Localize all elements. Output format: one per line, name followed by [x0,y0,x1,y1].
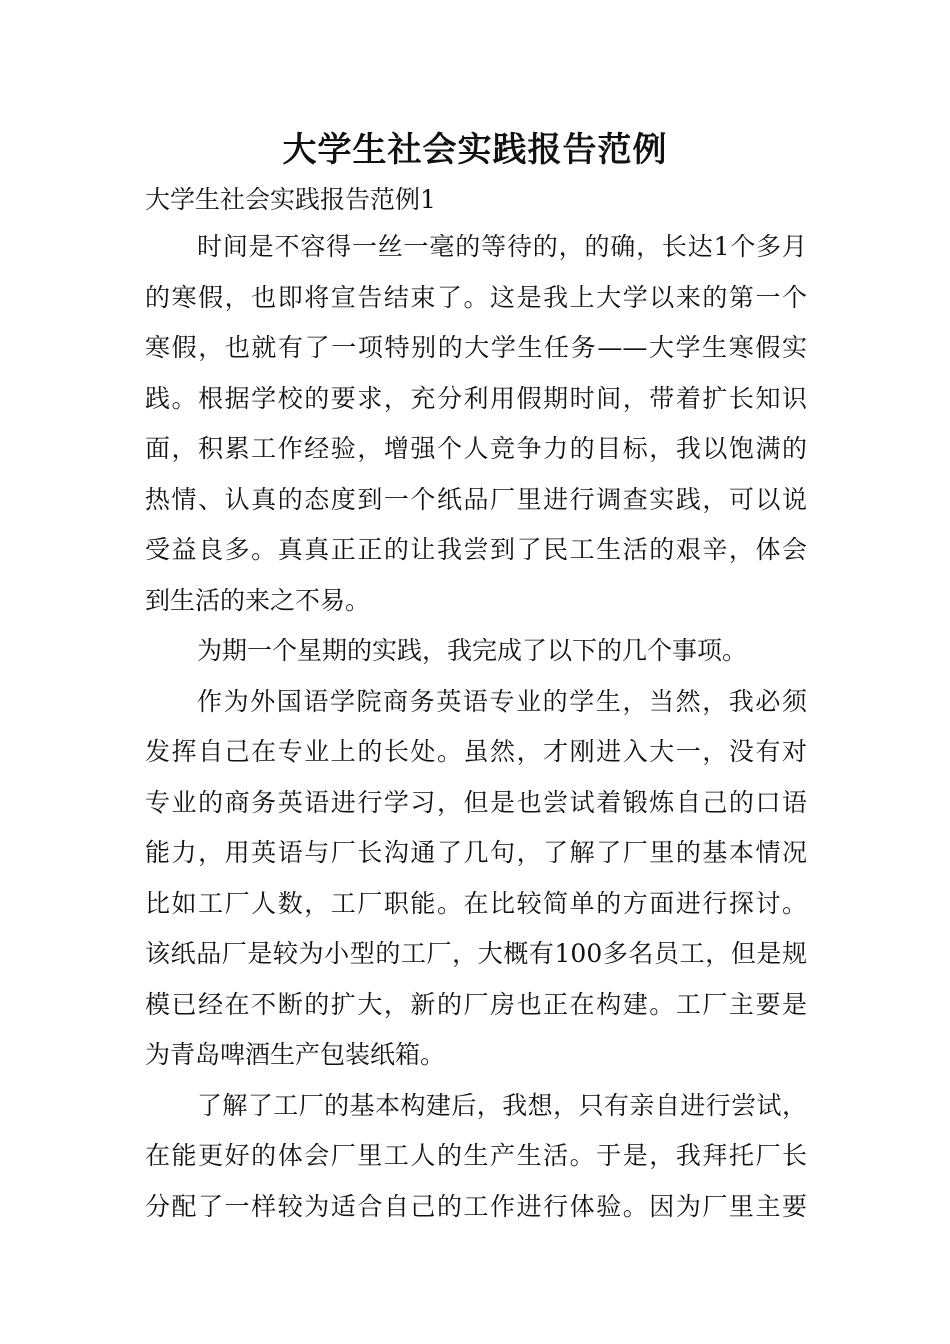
text-line: 作为外国语学院商务英语专业的学生，当然，我必须 [197,686,807,716]
text-line: 的寒假，也即将宣告结束了。这是我上大学以来的第一个 [145,282,807,312]
text-line: 能力，用英语与厂长沟通了几句，了解了厂里的基本情况 [145,838,807,867]
text-line: 热情、认真的态度到一个纸品厂里进行调查实践，可以说 [145,484,807,514]
text-line: 面，积累工作经验，增强个人竞争力的目标，我以饱满的 [145,434,807,463]
text-line: 到生活的来之不易。 [145,585,371,615]
text-line: 时间是不容得一丝一毫的等待的，的确，长达1个多月 [197,232,807,261]
text-line: 比如工厂人数，工厂职能。在比较简单的方面进行探讨。 [145,888,807,918]
text-line: 模已经在不断的扩大，新的厂房也正在构建。工厂主要是 [145,989,807,1019]
text-line: 分配了一样较为适合自己的工作进行体验。因为厂里主要 [145,1191,807,1221]
body-text [145,222,807,1232]
text-line: 受益良多。真真正正的让我尝到了民工生活的艰辛，体会 [145,535,807,564]
text-line: 专业的商务英语进行学习，但是也尝试着锻炼自己的口语 [145,787,807,817]
section-heading: 大学生社会实践报告范例1 [145,185,436,214]
text-line: 为青岛啤酒生产包装纸箱。 [145,1040,446,1069]
text-line: 在能更好的体会厂里工人的生产生活。于是，我拜托厂长 [145,1141,807,1170]
text-line: 为期一个星期的实践，我完成了以下的几个事项。 [197,636,748,665]
document-title: 大学生社会实践报告范例 [282,130,668,170]
text-line: 践。根据学校的要求，充分利用假期时间，带着扩长知识 [145,383,807,413]
text-line: 该纸品厂是较为小型的工厂，大概有100多名员工，但是规 [145,939,807,968]
text-line: 发挥自己在专业上的长处。虽然，才刚进入大一，没有对 [145,737,807,766]
text-line: 寒假，也就有了一项特别的大学生任务——大学生寒假实 [145,333,807,362]
text-line: 了解了工厂的基本构建后，我想，只有亲自进行尝试， [197,1090,807,1120]
